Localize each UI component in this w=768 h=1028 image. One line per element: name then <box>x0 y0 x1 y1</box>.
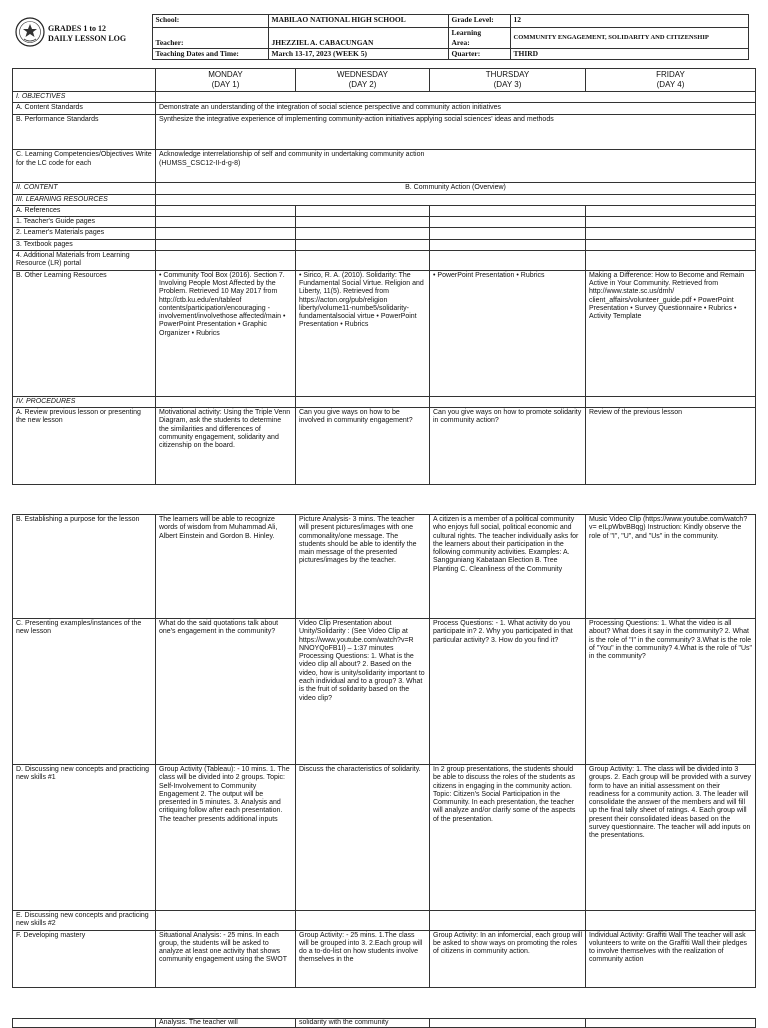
next-page-wednesday: solidarity with the community <box>296 1019 430 1028</box>
performance-standards-label: B. Performance Standards <box>13 115 156 150</box>
performance-standards-value: Synthesize the integrative experience of implementing community-action initiatives applying social sciences' ideas and methods <box>156 115 756 150</box>
day-header-friday: FRIDAY (DAY 4) <box>586 69 756 92</box>
textbook-label: 3. Textbook pages <box>13 239 156 250</box>
learning-resources-heading: III. LEARNING RESOURCES <box>13 194 156 205</box>
procedure-b-wednesday: Picture Analysis- 3 mins. The teacher will present pictures/images with one commonality/one message. The students should be able to identify the main message of the presented pictures/images by the teacher. <box>296 515 430 619</box>
learning-area-value: COMMUNITY ENGAGEMENT, SOLIDARITY AND CITIZENSHIP <box>510 28 748 49</box>
procedure-d-wednesday: Discuss the characteristics of solidarity. <box>296 765 430 911</box>
content-standards-value: Demonstrate an understanding of the integration of social science perspective and community action initiatives <box>156 103 756 115</box>
procedure-b-friday: Music Video Clip (https://www.youtube.com/watch?v= eILpWbvBBqg) Instruction: Kindly observe the role of "I", "U", and "Us" in the community. <box>586 515 756 619</box>
other-resources-label: B. Other Learning Resources <box>13 270 156 396</box>
procedure-f-label: F. Developing mastery <box>13 930 156 987</box>
quarter-value: THIRD <box>510 49 748 60</box>
content-value: B. Community Action (Overview) <box>156 183 756 194</box>
school-label: School: <box>152 15 268 28</box>
learning-area-label-1: Learning <box>451 28 482 37</box>
procedure-f-friday: Individual Activity: Graffiti Wall The teacher will ask volunteers to write on the Graffiti Wall their pledges to involve themselves with the realization of community action <box>586 930 756 987</box>
procedures-heading: IV. PROCEDURES <box>13 396 156 407</box>
procedure-c-thursday: Process Questions: - 1. What activity do you participate in? 2. Why you participated in that particular activity? 3. How do you find it? <box>430 619 586 765</box>
teacher-value: JHEZZIEL A. CABACUNGAN <box>268 28 448 49</box>
school-value: MABILAO NATIONAL HIGH SCHOOL <box>268 15 448 28</box>
teacher-label: Teacher: <box>152 28 268 49</box>
learners-materials-label: 2. Learner's Materials pages <box>13 228 156 239</box>
grade-label: Grade Level: <box>448 15 510 28</box>
procedure-d-thursday: In 2 group presentations, the students should be able to discuss the roles of the students as citizens in engaging in the community action. Topic: Citizen's Social Participation in the Community. In each presentation, the teacher will analyze and/or clarify some of the aspects of the presentation. <box>430 765 586 911</box>
competencies-label: C. Learning Competencies/Objectives Write for the LC code for each <box>13 150 156 183</box>
other-resources-monday: • Community Tool Box (2016). Section 7. Involving People Most Affected by the Problem. Retrieved 10 May 2017 from http://ctb.ku.edu/en/tableof contents/participation/encouraging -involvement/involvethose affected/main • PowerPoint Presentation • Graphic Organizer • Rubrics <box>156 270 296 396</box>
procedure-a-label: A. Review previous lesson or presenting the new lesson <box>13 407 156 484</box>
content-heading: II. CONTENT <box>13 183 156 194</box>
procedure-f-monday: Situational Analysis: - 25 mins. In each group, the students will be asked to analyze at least one activity that shows community engagement using the SWOT <box>156 930 296 987</box>
document-title <box>48 24 126 44</box>
dates-value: March 13-17, 2023 (WEEK 5) <box>268 49 448 60</box>
procedure-b-thursday: A citizen is a member of a political community who enjoys full social, political economic and cultural rights. The teacher individually asks for the learners about their participation in the following community activities. Examples: A. Sangguniang Kabataan Election B. Tree Planting C. Cleanliness of the Community <box>430 515 586 619</box>
additional-materials-label: 4. Additional Materials from Learning Resource (LR) portal <box>13 251 156 271</box>
references-label: A. References <box>13 205 156 216</box>
competencies-value: Acknowledge interrelationship of self and community in undertaking community action (HUMSS_CSC12-II-d-g-8) <box>156 150 756 183</box>
title-line-1: GRADES 1 to 12 <box>48 23 107 33</box>
title-line-2: DAILY LESSON LOG <box>48 33 127 43</box>
procedure-d-friday: Group Activity: 1. The class will be divided into 3 groups. 2. Each group will be provided with a survey form to have an initial assessment on their readiness for a community action. 3. The leader will consolidate the answer of the members and will fill up the final tally sheet of ratings. 4. Each group will present their consolidated ideas based on the survey questionnaire. The teacher will add inputs on the presentations. <box>586 765 756 911</box>
deped-seal-icon <box>15 17 45 47</box>
other-resources-friday: Making a Difference: How to Become and Remain Active in Your Community. Retrieved from http://www.state.sc.us/dmh/ client_affairs/volunteer_guide.pdf • PowerPoint Presentation • Survey Questionnaire • Rubrics • Activity Template <box>586 270 756 396</box>
procedure-c-wednesday: Video Clip Presentation about Unity/Solidarity : (See Video Clip at https://www.youtube.com/watch?v=R NNOYQoFB1I) – 1:37 minutes Processing Questions: 1. What is the video clip all about? 2. Based on the video, how is unity/solidarity important to each individual and to a group? 3. What is the fruit of solidarity based on the video clip? <box>296 619 430 765</box>
procedure-e-label: E. Discussing new concepts and practicing new skills #2 <box>13 911 156 931</box>
lesson-table-part-3 <box>12 1018 756 1028</box>
procedure-d-monday: Group Activity (Tableau): - 10 mins. 1. The class will be divided into 2 groups. Topic: Self-Involvement to Community Engagement 2. The output will be presented in 5 minutes. 3. Analysis and critiquing follow after each presentation. The teacher presents additional inputs <box>156 765 296 911</box>
lesson-table-part-2 <box>12 514 756 988</box>
header-logo-cell <box>12 15 152 60</box>
lesson-table-part-1 <box>12 68 756 485</box>
procedure-b-label: B. Establishing a purpose for the lesson <box>13 515 156 619</box>
content-standards-label: A. Content Standards <box>13 103 156 115</box>
procedure-a-wednesday: Can you give ways on how to be involved in community engagement? <box>296 407 430 484</box>
header-table <box>12 14 749 60</box>
learning-area-label <box>448 28 510 49</box>
day-header-monday: MONDAY (DAY 1) <box>156 69 296 92</box>
procedure-f-wednesday: Group Activity: - 25 mins. 1.The class will be grouped into 3. 2.Each group will do a to-do-list on how students involve themselves in the <box>296 930 430 987</box>
procedure-c-monday: What do the said quotations talk about one's engagement in the community? <box>156 619 296 765</box>
quarter-label: Quarter: <box>448 49 510 60</box>
procedure-b-monday: The learners will be able to recognize words of wisdom from Muhammad Ali, Albert Einstein and Gordon B. Hinley. <box>156 515 296 619</box>
next-page-monday: Analysis. The teacher will <box>156 1019 296 1028</box>
other-resources-wednesday: • Sirico, R. A. (2010). Solidarity: The Fundamental Social Virtue. Religion and Liberty, 11(5). Retrieved from https://acton.org/pub/religion liberty/volume11-numbe5/solidarity-fundamentalsocial virtue • PowerPoint Presentation • Rubrics <box>296 270 430 396</box>
day-header-wednesday: WEDNESDAY (DAY 2) <box>296 69 430 92</box>
dates-label: Teaching Dates and Time: <box>152 49 268 60</box>
learning-area-label-2: Area: <box>451 38 470 47</box>
day-header-thursday: THURSDAY (DAY 3) <box>430 69 586 92</box>
procedure-c-label: C. Presenting examples/instances of the new lesson <box>13 619 156 765</box>
procedure-d-label: D. Discussing new concepts and practicing new skills #1 <box>13 765 156 911</box>
procedure-f-thursday: Group Activity: In an infomercial, each group will be asked to show ways on promoting the roles of citizens in community action. <box>430 930 586 987</box>
days-header-row <box>13 69 756 92</box>
other-resources-thursday: • PowerPoint Presentation • Rubrics <box>430 270 586 396</box>
procedure-a-thursday: Can you give ways on how to promote solidarity in community action? <box>430 407 586 484</box>
teachers-guide-label: 1. Teacher's Guide pages <box>13 217 156 228</box>
procedure-c-friday: Processing Questions: 1. What the video is all about? What does it say in the community? 2. What is the role of "I" in the community? 3.What is the role of "You" in the community? 4.What is the role of "Us" in the community? <box>586 619 756 765</box>
procedure-a-monday: Motivational activity: Using the Triple Venn Diagram, ask the students to determine the similarities and differences of community engagement, solidarity and citizenship on the board. <box>156 407 296 484</box>
procedure-a-friday: Review of the previous lesson <box>586 407 756 484</box>
grade-value: 12 <box>510 15 748 28</box>
objectives-heading: I. OBJECTIVES <box>13 92 156 103</box>
